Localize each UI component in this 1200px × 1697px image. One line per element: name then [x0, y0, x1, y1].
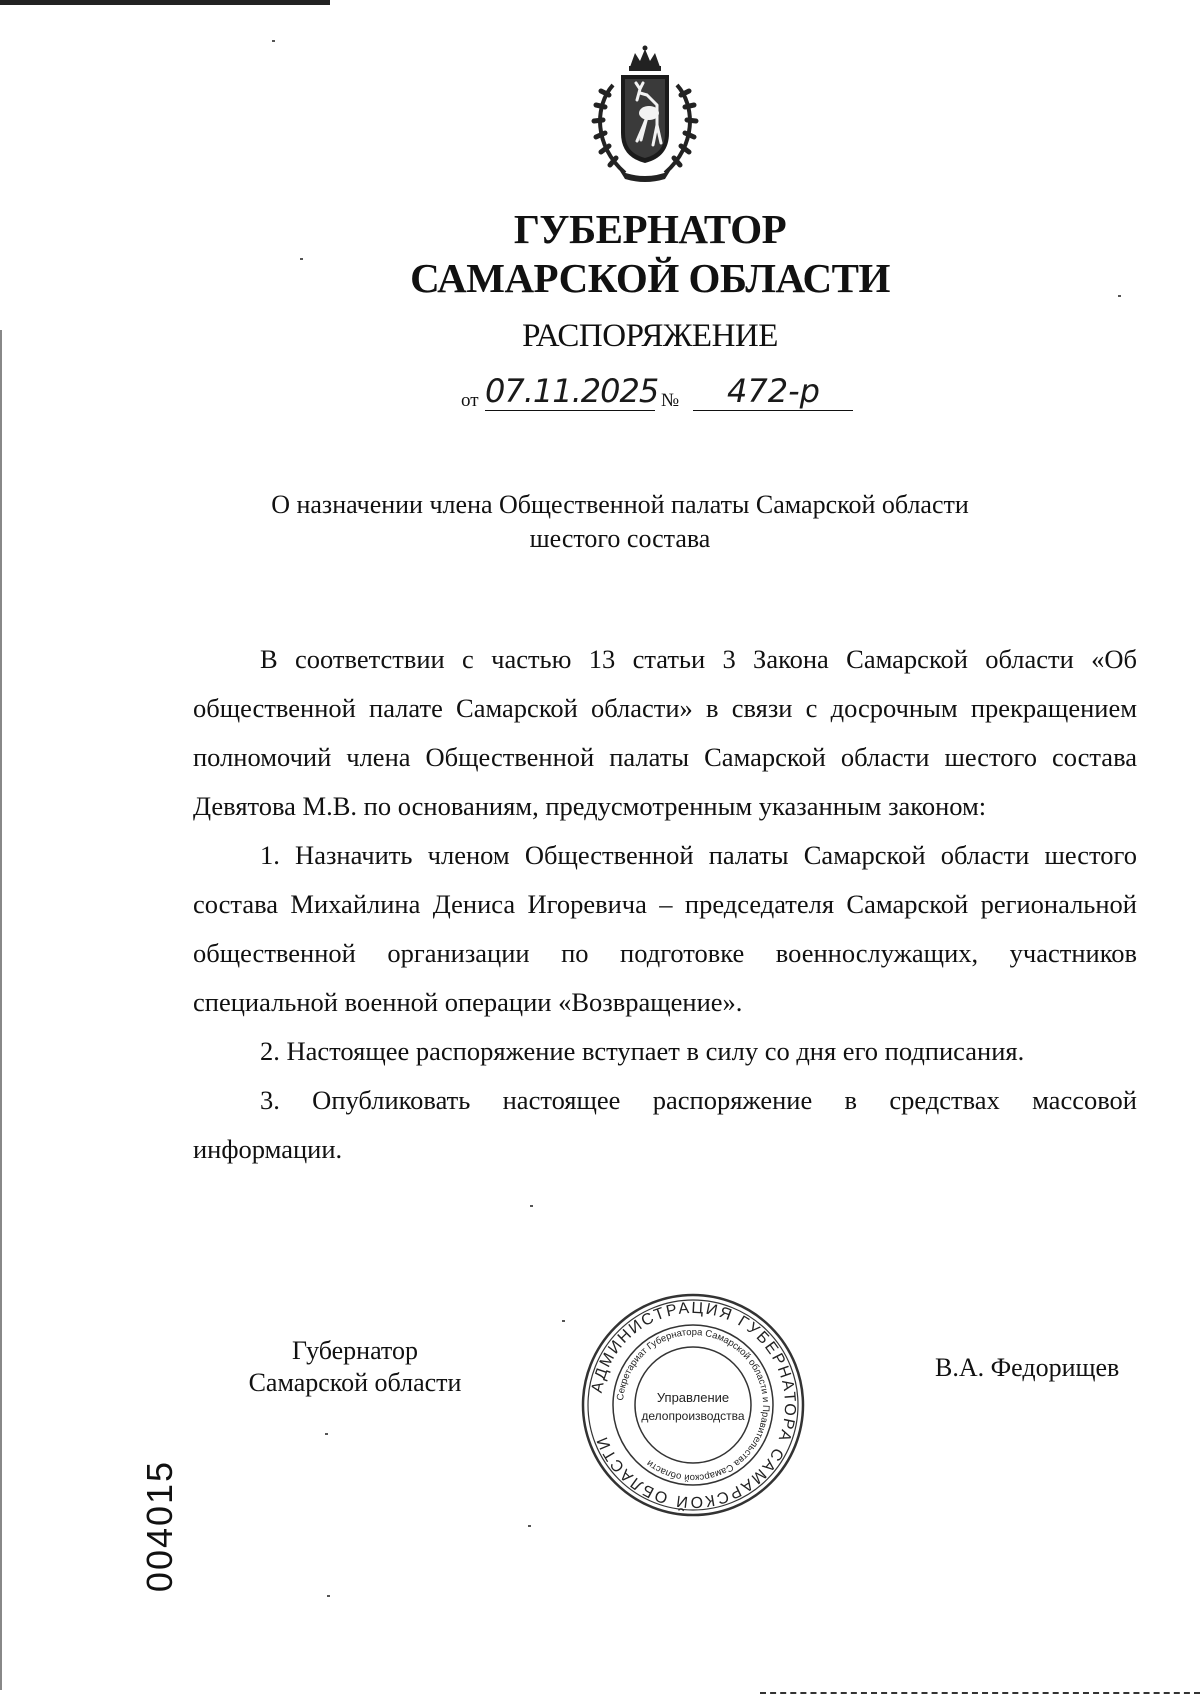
- scan-speck: [562, 1320, 565, 1322]
- from-label: от: [461, 390, 479, 411]
- document-body: [193, 635, 1137, 1174]
- document-subject: [230, 488, 1010, 556]
- subject-line2: шестого состава: [529, 524, 711, 553]
- scan-edge-top: [0, 0, 330, 5]
- coat-of-arms-icon: [585, 45, 705, 185]
- side-serial-code: 004015: [139, 1459, 180, 1593]
- number-label: №: [661, 390, 680, 411]
- stamp-center-line1: Управление: [656, 1390, 730, 1405]
- scan-edge-left: [0, 330, 2, 1690]
- issuer-title-line1: ГУБЕРНАТОР: [513, 206, 787, 252]
- stamp-inner-text: Секретариат Губернатора Самарской области и Правительства Самарской области: [615, 1326, 772, 1484]
- document-date: 07.11.2025: [485, 372, 659, 410]
- preamble-paragraph: В соответствии с частью 13 статьи 3 Закона Самарской области «Об общественной палате Самарской области» в связи с досрочным прекращением полномочий члена Общественной палаты Самарской области шестого состава Девятова М.В. по основаниям, предусмотренным указанным законом:: [193, 644, 1137, 821]
- scan-speck: [272, 40, 275, 42]
- document-date-number: [461, 372, 861, 416]
- stamp-center-line2: делопроизводства: [641, 1409, 745, 1423]
- issuer-title-line2: САМАРСКОЙ ОБЛАСТИ: [410, 255, 890, 301]
- subject-line1: О назначении члена Общественной палаты Самарской области: [271, 490, 969, 519]
- signer-name: В.А. Федорищев: [935, 1353, 1120, 1382]
- scan-speck: [528, 1525, 531, 1527]
- item-3-paragraph: 3. Опубликовать настоящее распоряжение в средствах массовой информации.: [193, 1085, 1137, 1164]
- item-1-paragraph: 1. Назначить членом Общественной палаты Самарской области шестого состава Михайлина Дениса Игоревича – председателя Самарской региональной общественной организации по подготовке военнослужащих, участников специальной военной операции «Возвращение».: [193, 840, 1137, 1017]
- signer-title: [225, 1335, 485, 1399]
- scan-speck: [530, 1205, 533, 1207]
- issuer-title: [300, 205, 1000, 303]
- signer-title-line1: Губернатор: [292, 1336, 418, 1365]
- stamp-outer-text: АДМИНИСТРАЦИЯ ГУБЕРНАТОРА САМАРСКОЙ ОБЛАСТИ: [588, 1299, 799, 1511]
- document-number: 472-р: [693, 372, 853, 411]
- document-type: РАСПОРЯЖЕНИЕ: [522, 318, 778, 354]
- signer-title-line2: Самарской области: [248, 1368, 462, 1397]
- svg-text:Секретариат Губернатора Самарс: [615, 1327, 771, 1483]
- scan-speck: [327, 1595, 330, 1597]
- scan-speck: [1118, 295, 1121, 297]
- official-stamp-icon: [578, 1290, 808, 1520]
- scan-speck: [325, 1433, 328, 1435]
- scan-edge-bottom: [760, 1692, 1200, 1696]
- item-2-paragraph: 2. Настоящее распоряжение вступает в силу со дня его подписания.: [260, 1036, 1025, 1066]
